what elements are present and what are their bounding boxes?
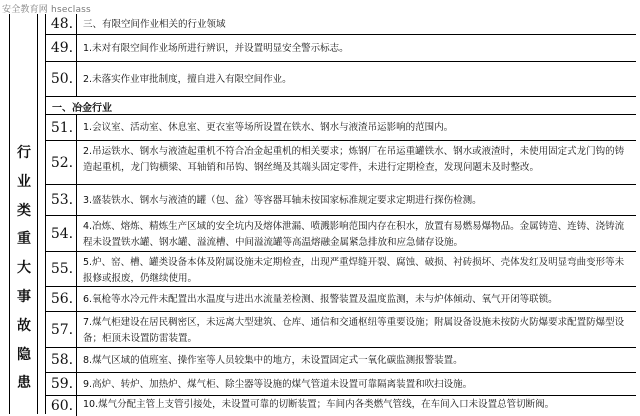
watermark-text: 安全教育网 hseclass (2, 5, 91, 15)
category-char: 患 (17, 375, 31, 392)
table-row (46, 115, 636, 141)
table-row (46, 141, 636, 185)
row-number: 54. (46, 216, 77, 251)
table-row (46, 62, 636, 97)
row-text: 三、有限空间作业相关的行业领域 (83, 18, 226, 30)
table-row (46, 14, 636, 35)
category-char: 大 (17, 260, 31, 277)
table-row (46, 312, 636, 348)
row-text: 10.煤气分配主管上支管引接处，未设置可靠的切断装置；车间内各类燃气管线，在车间入口未设置总管切断阀。 (83, 399, 555, 410)
row-text: 2.吊运铁水、钢水与液渣起重机不符合冶金起重机的相关要求；炼钢厂在吊运重罐铁水、钢水或液渣时，未使用固定式龙门钩的铸造起重机，龙门钩横梁、耳轴销和吊钩、钢丝绳及其端头固定零件，未进行定期检查，发现问题未及时整改。 (83, 146, 625, 173)
row-number: 52. (46, 141, 77, 184)
row-text: 3.盛装铁水、钢水与液渣的罐（包、盆）等容器耳轴未按国家标准规定要求定期进行探伤检测。 (83, 194, 482, 206)
row-number: 49. (46, 35, 77, 61)
row-text: 7.煤气柜建设在居民稠密区，未远离大型建筑、仓库、通信和交通枢纽等重要设施；附属设备设施未按防火防爆要求配置防爆型设备；柜顶未设置防雷装置。 (83, 317, 625, 344)
row-text: 8.煤气区域的值班室、操作室等人员较集中的地方，未设置固定式一氧化碳监测报警装置。 (83, 354, 463, 366)
row-number: 48. (46, 14, 77, 34)
category-char: 事 (17, 288, 31, 305)
category-char: 业 (17, 173, 31, 190)
table-row (46, 185, 636, 216)
row-text: 1.会议室、活动室、休息室、更衣室等场所设置在铁水、钢水与液渣吊运影响的范围内。 (83, 122, 454, 133)
document-table (9, 14, 635, 414)
table-row (46, 348, 636, 373)
category-char: 类 (17, 202, 31, 219)
row-number: 56. (46, 287, 77, 311)
section-heading: 一、冶金行业 (46, 97, 636, 115)
category-char: 故 (17, 317, 31, 334)
row-number: 60. (46, 396, 77, 416)
table-row (46, 216, 636, 252)
row-text: 2.未落实作业审批制度，擅自进入有限空间作业。 (83, 73, 292, 85)
table-row (46, 35, 636, 62)
row-text: 6.氧枪等水冷元件未配置出水温度与进出水流量差检测、报警装置及温度监测，未与炉体倾动、氧气开闭等联锁。 (83, 293, 558, 305)
category-column (10, 14, 38, 414)
row-number: 51. (46, 115, 77, 140)
row-number: 57. (46, 312, 77, 347)
row-text: 1.未对有限空间作业场所进行辨识，并设置明显安全警示标志。 (83, 42, 349, 54)
row-text: 4.冶炼、熔炼、精炼生产区域的安全坑内及熔体泄漏、喷溅影响范围内存在积水，放置有易燃易爆物品。金属铸造、连铸、浇铸流程未设置铁水罐、钢水罐、溢流槽、中间溢流罐等高温熔融金属紧急排放和应急储存设施。 (83, 221, 625, 248)
category-char: 隐 (17, 346, 31, 363)
row-text: 9.高炉、转炉、加热炉、煤气柜、除尘器等设施的煤气管道未设置可靠隔离装置和吹扫设施。 (83, 378, 473, 390)
category-label (10, 146, 38, 405)
spacer-column (38, 14, 46, 414)
table-row (46, 287, 636, 312)
table-row (46, 396, 636, 416)
row-number: 53. (46, 185, 77, 215)
table-row (46, 373, 636, 396)
category-char: 重 (17, 231, 31, 248)
row-number: 59. (46, 373, 77, 395)
category-char: 行 (17, 145, 31, 161)
row-number: 58. (46, 348, 77, 372)
row-text: 5.炉、窑、槽、罐类设备本体及附属设施未定期检查，出现严重焊缝开裂、腐蚀、破损、衬砖损坏、壳体发红及明显弯曲变形等未报修或报废，仍继续使用。 (83, 257, 625, 284)
table-row (46, 252, 636, 287)
row-number: 55. (46, 252, 77, 286)
row-number: 50. (46, 62, 77, 96)
